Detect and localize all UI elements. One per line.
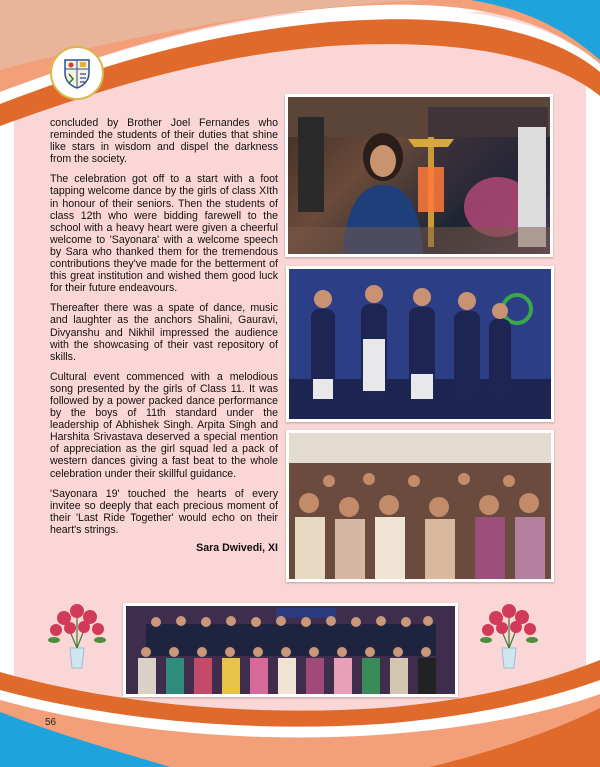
page-number: 56 [45,717,57,728]
photo-audience-illustration [289,433,551,579]
article-paragraph: Thereafter there was a spate of dance, music and laughter as the anchors Shalini, Gauravi, Divyanshu and Nikhil impressed the audience with the showcasing of their vast repository of skills. [50,302,278,363]
article-paragraph: The celebration got off to a start with a foot tapping welcome dance by the girls of class XIth in honour of their seniors. Then the students of class 12th who were bidding farewell to the school with a heavy heart were given a cheerful welcome to 'Sayonara' with a welcome speech by Sara who thanked them for the tremendous contributions they've made for the betterment of this great institution and wished them good luck for their future endeavours. [50,173,278,295]
photo-singers-stage [286,266,554,422]
photo-audience [286,430,554,582]
photo-lamp-lighting-illustration [288,97,550,254]
article-text [50,117,278,554]
flower-vase-icon [46,596,108,670]
flower-vase-icon [478,596,540,670]
crest-shield-icon [61,57,93,89]
photo-group-illustration [126,606,455,694]
article-paragraph: concluded by Brother Joel Fernandes who reminded the students of their duties that shine like stars in wisdom and dispel the darkness from the society. [50,117,278,166]
article-paragraph: Cultural event commenced with a melodious song presented by the girls of Class 11. It was followed by a power packed dance performance by the boys of 11th standard under the leadership of Abhishek Singh. Arpita Singh and Harshita Srivastava deserved a special mention of appreciation as the girl squad led a pack of western dances giving a fast beat to the whole celebration under their skillful guidance. [50,370,278,480]
article-author: Sara Dwivedi, XI [196,542,278,554]
school-crest-icon [50,46,104,100]
photo-singers-stage-illustration [289,269,551,419]
photo-group [123,603,458,697]
photo-lamp-lighting [285,94,553,257]
article-paragraph: 'Sayonara 19' touched the hearts of every invitee so deeply that each precious moment of their 'Last Ride Together' would echo on their heart's strings. [50,487,278,536]
